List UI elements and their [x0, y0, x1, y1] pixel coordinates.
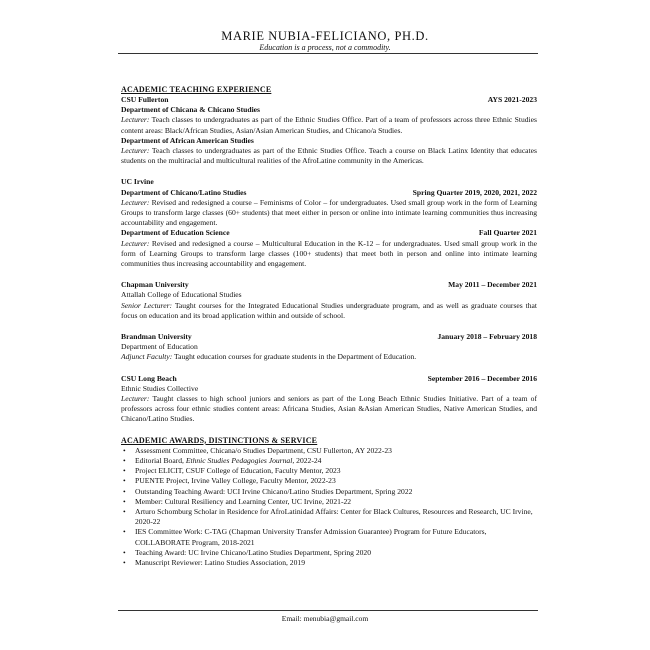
role-description [121, 198, 537, 229]
role-description [121, 394, 537, 425]
role-text: Taught courses for the Integrated Educational Studies undergraduate program, and as well as graduate courses that focus on education and its broad application within and outside of school. [121, 300, 537, 320]
role-title: Lecturer: [121, 115, 150, 125]
entry-csu-fullerton [121, 95, 537, 166]
footer-divider [118, 610, 538, 611]
entry-dates: January 2018 – February 2018 [437, 332, 537, 342]
institution-name: CSU Fullerton [121, 95, 169, 104]
award-text: Editorial Board, [135, 455, 186, 465]
section-title-teaching: ACADEMIC TEACHING EXPERIENCE [121, 85, 272, 94]
role-text: Revised and redesigned a course – Feminisms of Color – for undergraduates. Used small group work in the form of Learning Groups to transform large classes (60+ students) that meet either in person or online into intimate learning communities thus increasing accountability and engagement. [121, 197, 537, 228]
role-title: Senior Lecturer: [121, 300, 173, 310]
role-text: Taught education courses for graduate students in the Department of Education. [174, 352, 417, 362]
department-name: Department of African American Studies [121, 135, 254, 145]
footer-email: Email: menubia@gmail.com [281, 614, 369, 623]
role-description [121, 146, 537, 166]
entry-uc-irvine [121, 177, 537, 269]
list-item [135, 456, 537, 466]
entry-dates: September 2016 – December 2016 [427, 373, 537, 383]
list-item: • Outstanding Teaching Award: UCI Irvine Chicano/Latino Studies Department, Spring 2022 [135, 487, 537, 497]
author-name: MARIE NUBIA-FELICIANO, PH.D. [221, 29, 429, 43]
list-item: • Manuscript Reviewer: Latino Studies Association, 2019 [135, 558, 537, 568]
role-description [121, 301, 537, 321]
role-title: Adjunct Faculty: [121, 352, 173, 362]
department-name: Department of Chicano/Latino Studies [121, 187, 247, 197]
author-motto: Education is a process, not a commodity. [259, 43, 391, 52]
list-item: • IES Committee Work: C-TAG (Chapman University Transfer Admission Guarantee) Program for Future Educators, COLLABORATE Program, 2018-2021 [135, 527, 537, 547]
section-title-awards: ACADEMIC AWARDS, DISTINCTIONS & SERVICE [121, 435, 318, 445]
entry-dates: Fall Quarter 2021 [478, 228, 537, 238]
department-name: Department of Chicana & Chicano Studies [121, 105, 261, 115]
role-title: Lecturer: [121, 146, 150, 156]
header-divider [118, 53, 538, 54]
department-name: Department of Education [121, 342, 198, 352]
journal-title: Ethnic Studies Pedagogies Journal [185, 455, 293, 465]
list-item: • Arturo Schomburg Scholar in Residence for AfroLatinidad Affairs: Center for Black Cultures, Resources and Research, UC Irvine, 2020-22 [135, 507, 537, 527]
entry-dates: Spring Quarter 2019, 2020, 2021, 2022 [412, 187, 537, 197]
role-text: Teach classes to undergraduates as part of the Ethnic Studies Office. Teach a course on Black Latinx Identity that educates students on the multiracial and multicultural realities of the AfroLatine community in the Americas. [121, 146, 537, 166]
role-text: Revised and redesigned a course – Multicultural Education in the K-12 – for undergraduates. Used small group work in the form of Learning Groups to transform large classes (100+ students) that meet both in person and online into intimate learning communities thus increasing accountability and engagement. [121, 238, 537, 269]
role-title: Lecturer: [121, 197, 150, 207]
entry-csu-long-beach [121, 374, 537, 425]
department-name: Ethnic Studies Collective [121, 383, 199, 393]
role-description [121, 352, 537, 362]
list-item: • PUENTE Project, Irvine Valley College, Faculty Mentor, 2022-23 [135, 476, 537, 486]
list-item: • Project ELICIT, CSUF College of Education, Faculty Mentor, 2023 [135, 466, 537, 476]
list-item: • Teaching Award: UC Irvine Chicano/Latino Studies Department, Spring 2020 [135, 548, 537, 558]
role-text: Teach classes to undergraduates as part of the Ethnic Studies Office. Part of a team of professors across three Ethnic Studies content areas: Black/African Studies, Asian/Asian American Studies, and Chicano/a Studies. [121, 115, 537, 135]
resume-header [0, 29, 650, 53]
role-description [121, 115, 537, 135]
award-text: , 2022-24 [292, 455, 322, 465]
entry-brandman-university [121, 332, 537, 363]
role-description [121, 239, 537, 270]
role-title: Lecturer: [121, 238, 150, 248]
role-title: Lecturer: [121, 394, 150, 404]
list-item: • Assessment Committee, Chicana/o Studies Department, CSU Fullerton, AY 2022-23 [135, 446, 537, 456]
awards-list [121, 446, 537, 568]
role-text: Taught classes to high school juniors and seniors as part of the Long Beach Ethnic Studies Initiative. Part of a team of professors across four ethnic studies content areas: Africana Studies, Asian &Asian American Studies, Native American Studies, and Chicano/Latino Studies. [121, 394, 537, 424]
department-name: Department of Education Science [121, 228, 230, 238]
institution-name: Chapman University [121, 280, 189, 290]
institution-name: CSU Long Beach [121, 373, 177, 383]
institution-name: Brandman University [121, 332, 192, 342]
entry-chapman-university [121, 280, 537, 321]
entry-dates: May 2011 – December 2021 [448, 280, 537, 290]
resume-body [121, 85, 537, 568]
list-item: • Member: Cultural Resiliency and Learning Center, UC Irvine, 2021-22 [135, 497, 537, 507]
institution-name: UC Irvine [121, 177, 154, 187]
entry-dates: AYS 2021-2023 [487, 95, 537, 104]
college-name: Attallah College of Educational Studies [121, 290, 242, 300]
